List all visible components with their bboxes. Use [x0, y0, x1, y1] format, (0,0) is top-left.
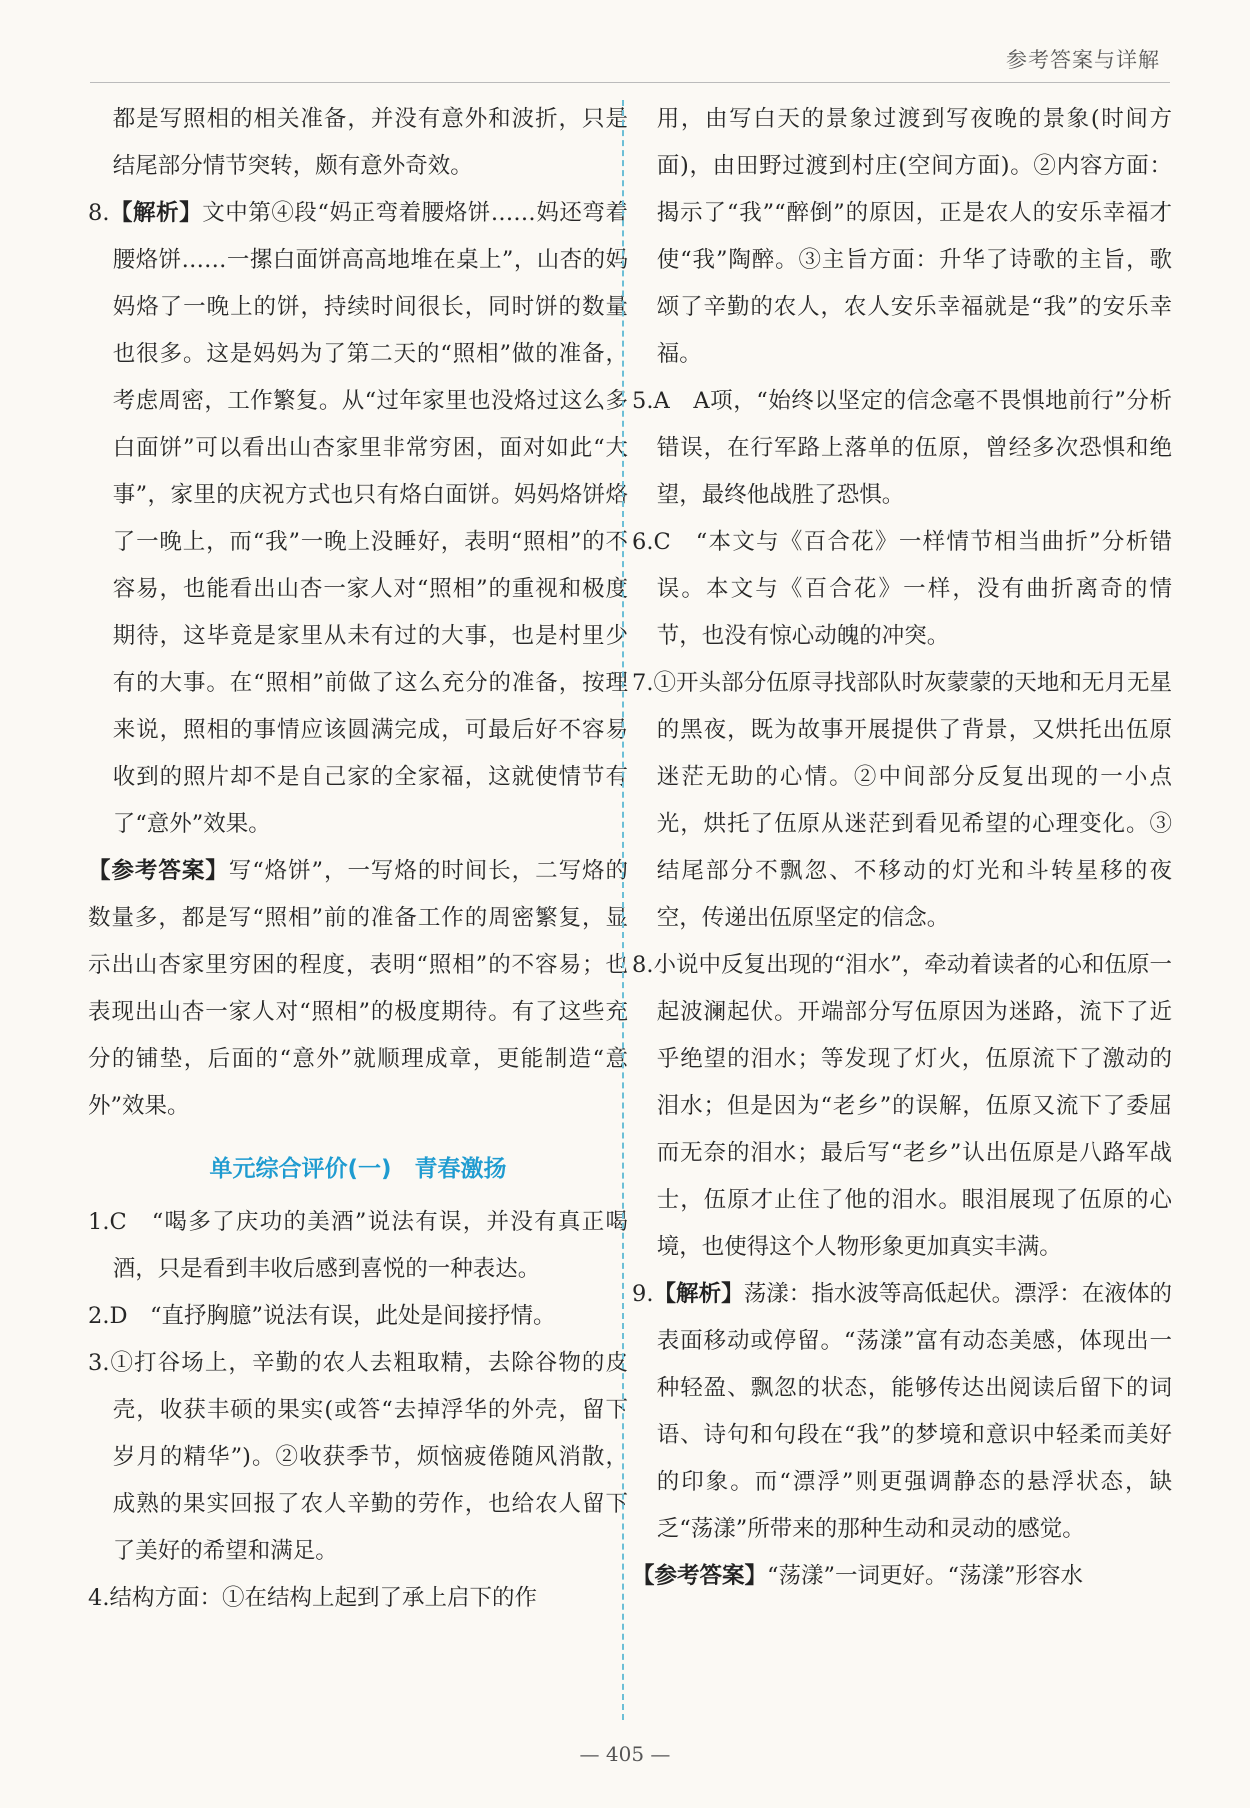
- q9-answer-text: “荡漾”一词更好。“荡漾”形容水: [767, 1563, 1084, 1589]
- analysis-tag: 【解析】: [109, 200, 203, 226]
- section-heading: 单元综合评价(一) 青春激扬: [209, 1156, 507, 1182]
- q4-answer-start: 4.结构方面：①在结构上起到了承上启下的作: [88, 1585, 537, 1611]
- q8-answer-text: 写“烙饼”，一写烙的时间长，二写烙的数量多，都是写“照相”前的准备工作的周密繁复，显示出山杏家里穷困的程度，表明“照相”的不容易；也表现出山杏一家人对“照相”的极度期待。有了这些充分的铺垫，后面的“意外”就顺理成章，更能制造“意外”效果。: [88, 858, 628, 1119]
- q5-answer: 5.A A项，“始终以坚定的信念毫不畏惧地前行”分析错误，在行军路上落单的伍原，曾经多次恐惧和绝望，最终他战胜了恐惧。: [632, 388, 1172, 508]
- q7-answer: 7.①开头部分伍原寻找部队时灰蒙蒙的天地和无月无星的黑夜，既为故事开展提供了背景，又烘托出伍原迷茫无助的心情。②中间部分反复出现的一小点光，烘托了伍原从迷茫到看见希望的心理变化。③结尾部分不飘忽、不移动的灯光和斗转星移的夜空，传递出伍原坚定的信念。: [632, 670, 1172, 931]
- left-column: [88, 96, 628, 1622]
- column-divider: [622, 100, 624, 1720]
- q6-answer: 6.C “本文与《百合花》一样情节相当曲折”分析错误。本文与《百合花》一样，没有曲折离奇的情节，也没有惊心动魄的冲突。: [632, 529, 1172, 649]
- q9-number: 9.: [632, 1281, 654, 1307]
- q8-answer: 8.小说中反复出现的“泪水”，牵动着读者的心和伍原一起波澜起伏。开端部分写伍原因为迷路，流下了近乎绝望的泪水；等发现了灯火，伍原流下了激动的泪水；但是因为“老乡”的误解，伍原又流下了委屈而无奈的泪水；最后写“老乡”认出伍原是八路军战士，伍原才止住了他的泪水。眼泪展现了伍原的心境，也使得这个人物形象更加真实丰满。: [632, 952, 1172, 1260]
- q8-analysis: [88, 190, 628, 848]
- q3-answer: 3.①打谷场上，辛勤的农人去粗取精，去除谷物的皮壳，收获丰硕的果实(或答“去掉浮华的外壳，留下岁月的精华”)。②收获季节，烦恼疲倦随风消散，成熟的果实回报了农人辛勤的劳作，也给农人留下了美好的希望和满足。: [88, 1350, 628, 1564]
- q9-analysis: [632, 1271, 1172, 1553]
- running-header: 参考答案与详解: [1006, 48, 1160, 72]
- analysis-tag: 【解析】: [653, 1281, 744, 1307]
- q2-answer: 2.D “直抒胸臆”说法有误，此处是间接抒情。: [88, 1303, 556, 1329]
- q8-analysis-text: 文中第④段“妈正弯着腰烙饼……妈还弯着腰烙饼……一摞白面饼高高地堆在桌上”，山杏的妈妈烙了一晚上的饼，持续时间很长，同时饼的数量也很多。这是妈妈为了第二天的“照相”做的准备，考虑周密，工作繁复。从“过年家里也没烙过这么多白面饼”可以看出山杏家里非常穷困，面对如此“大事”，家里的庆祝方式也只有烙白面饼。妈妈烙饼烙了一晚上，而“我”一晚上没睡好，表明“照相”的不容易，也能看出山杏一家人对“照相”的重视和极度期待，这毕竟是家里从未有过的大事，也是村里少有的大事。在“照相”前做了这么充分的准备，按理来说，照相的事情应该圆满完成，可最后好不容易收到的照片却不是自己家的全家福，这就使情节有了“意外”效果。: [112, 200, 628, 837]
- answer-tag: 【参考答案】: [88, 858, 229, 884]
- page-number: — 405 —: [579, 1742, 671, 1766]
- q8-answer: [88, 848, 628, 1130]
- q4-continuation: 用，由写白天的景象过渡到写夜晚的景象(时间方面)，由田野过渡到村庄(空间方面)。②内容方面：揭示了“我”“醉倒”的原因，正是农人的安乐幸福才使“我”陶醉。③主旨方面：升华了诗歌的主旨，歌颂了辛勤的农人，农人安乐幸福就是“我”的安乐幸福。: [656, 106, 1172, 367]
- q9-answer: [632, 1553, 1172, 1600]
- q8-number: 8.: [88, 200, 110, 226]
- answer-tag: 【参考答案】: [632, 1563, 768, 1589]
- q7-continuation: 都是写照相的相关准备，并没有意外和波折，只是结尾部分情节突转，颇有意外奇效。: [112, 106, 628, 179]
- q9-analysis-text: 荡漾：指水波等高低起伏。漂浮：在液体的表面移动或停留。“荡漾”富有动态美感，体现出一种轻盈、飘忽的状态，能够传达出阅读后留下的词语、诗句和句段在“我”的梦境和意识中轻柔而美好的印象。而“漂浮”则更强调静态的悬浮状态，缺乏“荡漾”所带来的那种生动和灵动的感觉。: [656, 1281, 1172, 1542]
- q1-answer: 1.C “喝多了庆功的美酒”说法有误，并没有真正喝酒，只是看到丰收后感到喜悦的一种表达。: [88, 1209, 628, 1282]
- right-column: [632, 96, 1172, 1600]
- header-rule: [90, 82, 1170, 83]
